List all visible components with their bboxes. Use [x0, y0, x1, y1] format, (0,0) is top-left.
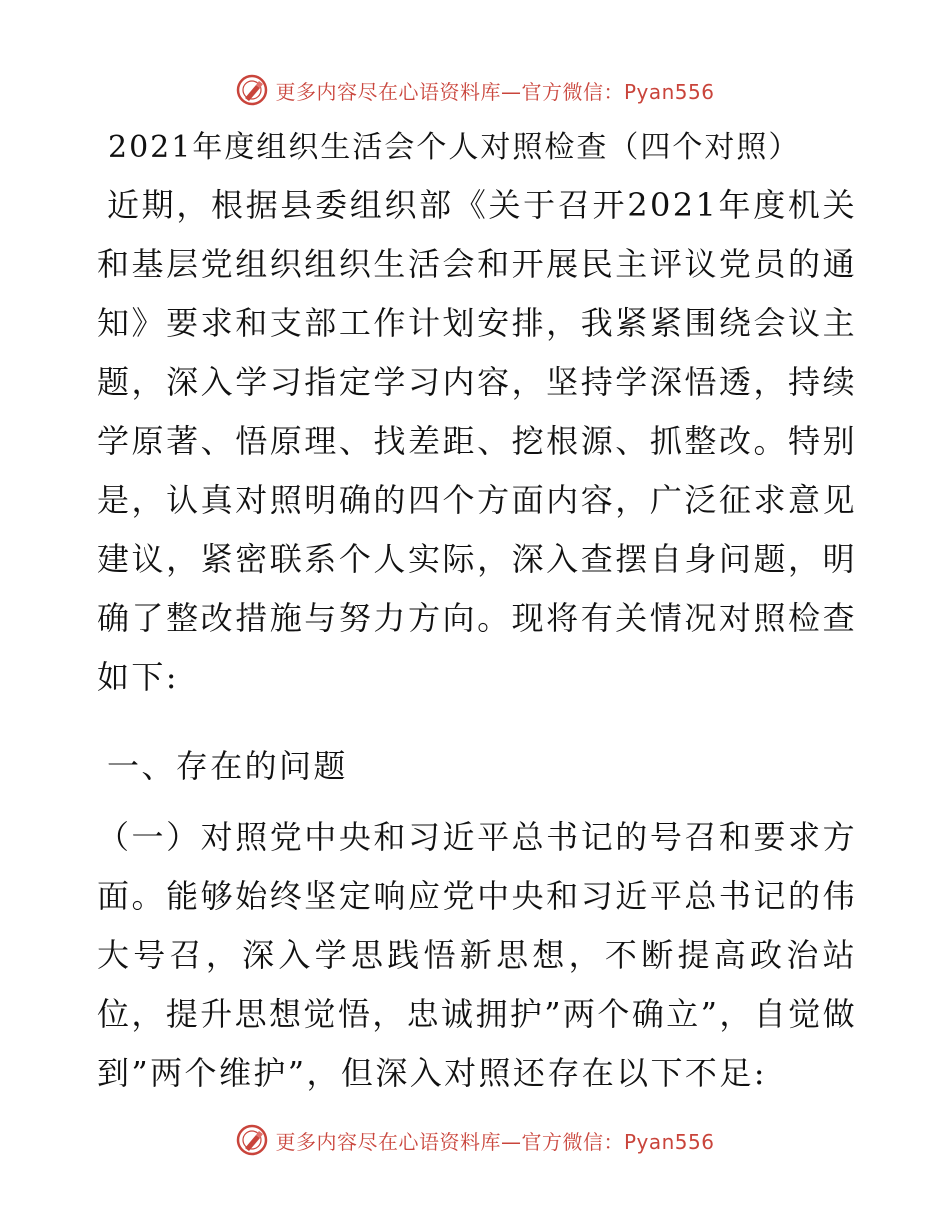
watermark-header — [0, 70, 950, 110]
subsection-paragraph: （一）对照党中央和习近平总书记的号召和要求方面。能够始终坚定响应党中央和习近平总书记的伟大号召，深入学思践悟新思想，不断提高政治站位，提升思想觉悟，忠诚拥护”两个确立”，自觉做到”两个维护”，但深入对照还存在以下不足: — [97, 818, 857, 1092]
watermark-text: 更多内容尽在心语资料库—官方微信：Pyan556 — [275, 79, 715, 104]
intro-paragraph: 近期，根据县委组织部《关于召开2021年度机关和基层党组织组织生活会和开展民主评议党员的通知》要求和支部工作计划安排，我紧紧围绕会议主题，深入学习指定学习内容，坚持学深悟透，持续学原著、悟原理、找差距、挖根源、抓整改。特别是，认真对照明确的四个方面内容，广泛征求意见建议，紧密联系个人实际，深入查摆自身问题，明确了整改措施与努力方向。现将有关情况对照检查如下: — [97, 186, 857, 696]
section-heading: 一、存在的问题 — [107, 747, 348, 785]
watermark-text: 更多内容尽在心语资料库—官方微信：Pyan556 — [275, 1129, 715, 1154]
watermark-footer — [0, 1120, 950, 1160]
pen-nib-seal-icon — [235, 1123, 269, 1157]
document-title: 2021年度组织生活会个人对照检查（四个对照） — [108, 130, 801, 165]
pen-nib-seal-icon — [235, 73, 269, 107]
